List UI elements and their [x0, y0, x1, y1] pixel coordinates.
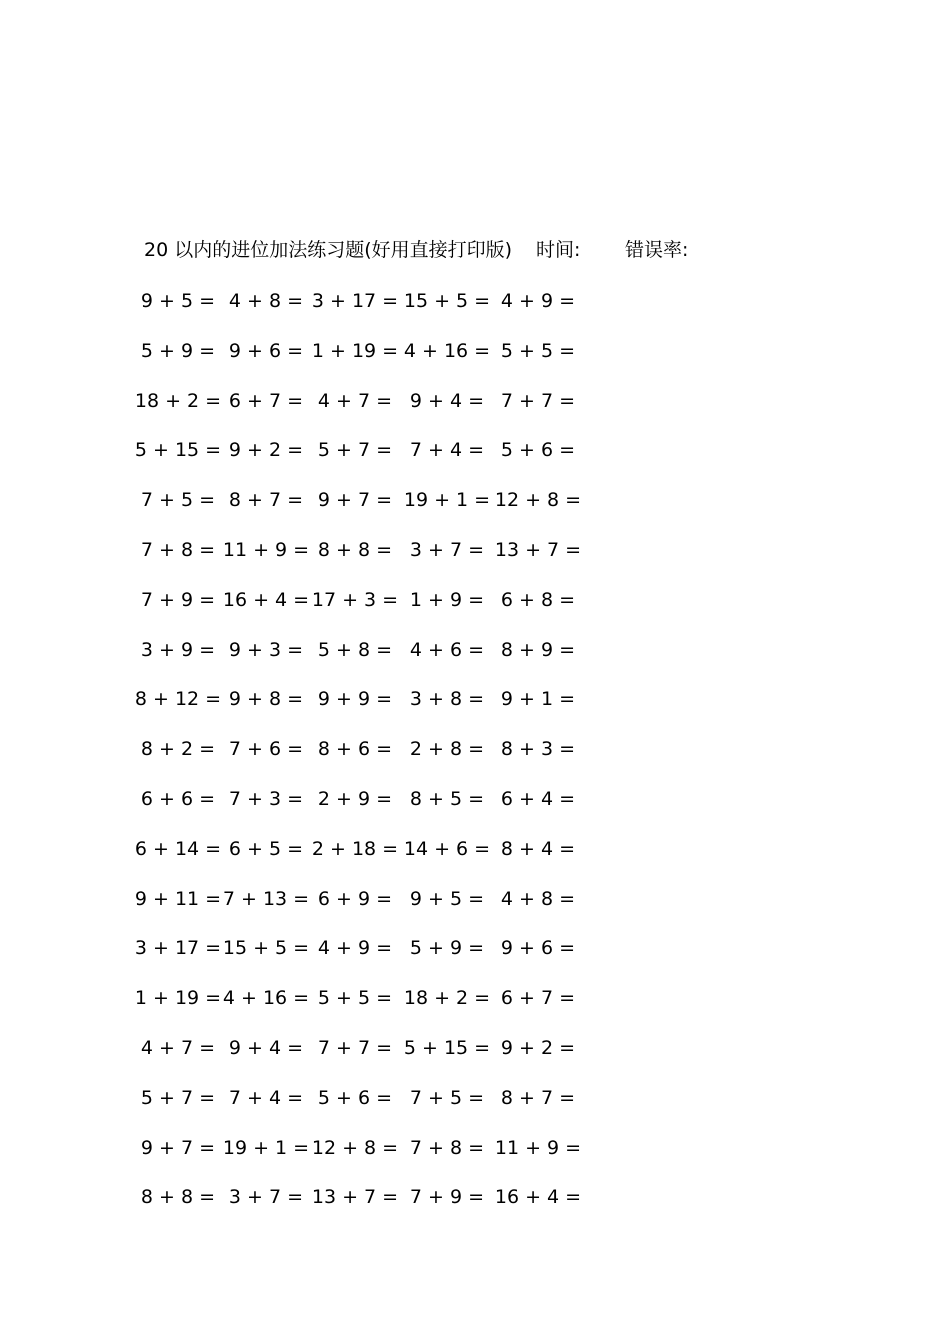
problem-item: 8 + 8 =	[140, 1186, 216, 1209]
problem-item: 3 + 7 =	[228, 1186, 304, 1209]
problem-item: 9 + 3 =	[228, 638, 304, 661]
problem-item: 6 + 7 =	[228, 389, 304, 412]
problem-item: 11 + 9 =	[222, 539, 310, 561]
problem-item: 13 + 7 =	[494, 539, 582, 561]
problem-item: 19 + 1 =	[403, 489, 491, 512]
problem-item: 13 + 7 =	[311, 1186, 399, 1209]
problem-item: 5 + 7 =	[317, 439, 393, 462]
problem-row	[0, 585, 950, 615]
problem-item: 7 + 8 =	[409, 1136, 485, 1159]
problem-item: 11 + 9 =	[494, 1136, 582, 1159]
problem-item: 8 + 8 =	[317, 539, 393, 561]
problem-item: 2 + 9 =	[317, 788, 393, 810]
problem-item: 3 + 17 =	[134, 937, 222, 960]
problem-item: 18 + 2 =	[134, 389, 222, 412]
problem-item: 5 + 8 =	[317, 638, 393, 661]
problem-item: 9 + 2 =	[228, 439, 304, 462]
problem-item: 6 + 8 =	[500, 588, 576, 611]
problem-item: 1 + 19 =	[134, 987, 222, 1010]
problem-item: 9 + 11 =	[134, 887, 222, 910]
problem-item: 7 + 8 =	[140, 539, 216, 561]
problem-item: 12 + 8 =	[311, 1136, 399, 1159]
problem-item: 8 + 9 =	[500, 638, 576, 661]
problem-item: 7 + 7 =	[317, 1037, 393, 1059]
problem-item: 8 + 2 =	[140, 738, 216, 761]
error-rate-label: 错误率:	[625, 239, 689, 261]
problem-item: 8 + 7 =	[228, 489, 304, 512]
problem-row	[0, 734, 950, 764]
problem-item: 4 + 8 =	[228, 290, 304, 312]
problem-item: 19 + 1 =	[222, 1136, 310, 1159]
problem-item: 8 + 12 =	[134, 688, 222, 711]
problem-row	[0, 784, 950, 814]
problem-row	[0, 933, 950, 963]
problem-item: 7 + 5 =	[140, 489, 216, 512]
problem-row	[0, 386, 950, 416]
problem-row	[0, 1033, 950, 1063]
problem-item: 3 + 8 =	[409, 688, 485, 711]
problem-row	[0, 1133, 950, 1163]
time-label: 时间:	[536, 239, 581, 261]
problem-item: 9 + 9 =	[317, 688, 393, 711]
problem-item: 16 + 4 =	[494, 1186, 582, 1209]
problem-item: 16 + 4 =	[222, 588, 310, 611]
worksheet-title: 20 以内的进位加法练习题(好用直接打印版)	[144, 239, 513, 261]
problem-item: 7 + 4 =	[228, 1086, 304, 1109]
problem-item: 6 + 7 =	[500, 987, 576, 1010]
problem-item: 9 + 8 =	[228, 688, 304, 711]
problem-row	[0, 635, 950, 665]
problem-item: 7 + 3 =	[228, 788, 304, 810]
problem-item: 3 + 7 =	[409, 539, 485, 561]
problem-item: 4 + 16 =	[403, 339, 491, 362]
problem-item: 4 + 9 =	[500, 290, 576, 312]
problem-row	[0, 535, 950, 565]
problem-item: 9 + 6 =	[500, 937, 576, 960]
problem-item: 14 + 6 =	[403, 837, 491, 860]
problem-item: 3 + 9 =	[140, 638, 216, 661]
problem-item: 9 + 4 =	[228, 1037, 304, 1059]
problem-item: 4 + 9 =	[317, 937, 393, 960]
problem-row	[0, 1083, 950, 1113]
problem-item: 5 + 5 =	[317, 987, 393, 1010]
problem-item: 6 + 6 =	[140, 788, 216, 810]
problem-item: 17 + 3 =	[311, 588, 399, 611]
problem-item: 7 + 6 =	[228, 738, 304, 761]
problem-item: 1 + 19 =	[311, 339, 399, 362]
problem-item: 6 + 9 =	[317, 887, 393, 910]
problem-item: 4 + 16 =	[222, 987, 310, 1010]
problem-item: 7 + 9 =	[409, 1186, 485, 1209]
problem-row	[0, 884, 950, 914]
problem-item: 8 + 6 =	[317, 738, 393, 761]
problem-item: 7 + 7 =	[500, 389, 576, 412]
problem-item: 5 + 9 =	[140, 339, 216, 362]
problem-item: 6 + 14 =	[134, 837, 222, 860]
problem-item: 7 + 13 =	[222, 887, 310, 910]
problem-item: 9 + 1 =	[500, 688, 576, 711]
problem-item: 9 + 6 =	[228, 339, 304, 362]
problem-row	[0, 336, 950, 366]
problem-row	[0, 1182, 950, 1212]
problem-item: 15 + 5 =	[222, 937, 310, 960]
problem-item: 9 + 7 =	[140, 1136, 216, 1159]
problem-item: 8 + 7 =	[500, 1086, 576, 1109]
problem-item: 9 + 4 =	[409, 389, 485, 412]
problem-item: 9 + 2 =	[500, 1037, 576, 1059]
problem-item: 9 + 5 =	[409, 887, 485, 910]
problem-row	[0, 435, 950, 465]
problem-item: 7 + 5 =	[409, 1086, 485, 1109]
problem-item: 5 + 15 =	[403, 1037, 491, 1059]
problem-row	[0, 485, 950, 515]
problem-item: 2 + 18 =	[311, 837, 399, 860]
problem-item: 4 + 7 =	[317, 389, 393, 412]
problem-item: 5 + 6 =	[500, 439, 576, 462]
problem-row	[0, 834, 950, 864]
problem-item: 5 + 9 =	[409, 937, 485, 960]
problem-item: 5 + 7 =	[140, 1086, 216, 1109]
problem-item: 8 + 4 =	[500, 837, 576, 860]
problem-item: 9 + 7 =	[317, 489, 393, 512]
problem-item: 2 + 8 =	[409, 738, 485, 761]
problem-item: 5 + 15 =	[134, 439, 222, 462]
problem-item: 7 + 4 =	[409, 439, 485, 462]
problem-item: 4 + 8 =	[500, 887, 576, 910]
problem-item: 15 + 5 =	[403, 290, 491, 312]
problem-row	[0, 286, 950, 316]
problem-item: 4 + 7 =	[140, 1037, 216, 1059]
problem-item: 1 + 9 =	[409, 588, 485, 611]
problem-item: 4 + 6 =	[409, 638, 485, 661]
problem-item: 3 + 17 =	[311, 290, 399, 312]
problem-item: 7 + 9 =	[140, 588, 216, 611]
problem-item: 18 + 2 =	[403, 987, 491, 1010]
problem-item: 5 + 5 =	[500, 339, 576, 362]
problem-item: 5 + 6 =	[317, 1086, 393, 1109]
problem-item: 6 + 4 =	[500, 788, 576, 810]
problem-item: 8 + 5 =	[409, 788, 485, 810]
problem-item: 6 + 5 =	[228, 837, 304, 860]
problem-row	[0, 684, 950, 714]
problem-item: 12 + 8 =	[494, 489, 582, 512]
problem-item: 8 + 3 =	[500, 738, 576, 761]
problem-row	[0, 983, 950, 1013]
problem-item: 9 + 5 =	[140, 290, 216, 312]
